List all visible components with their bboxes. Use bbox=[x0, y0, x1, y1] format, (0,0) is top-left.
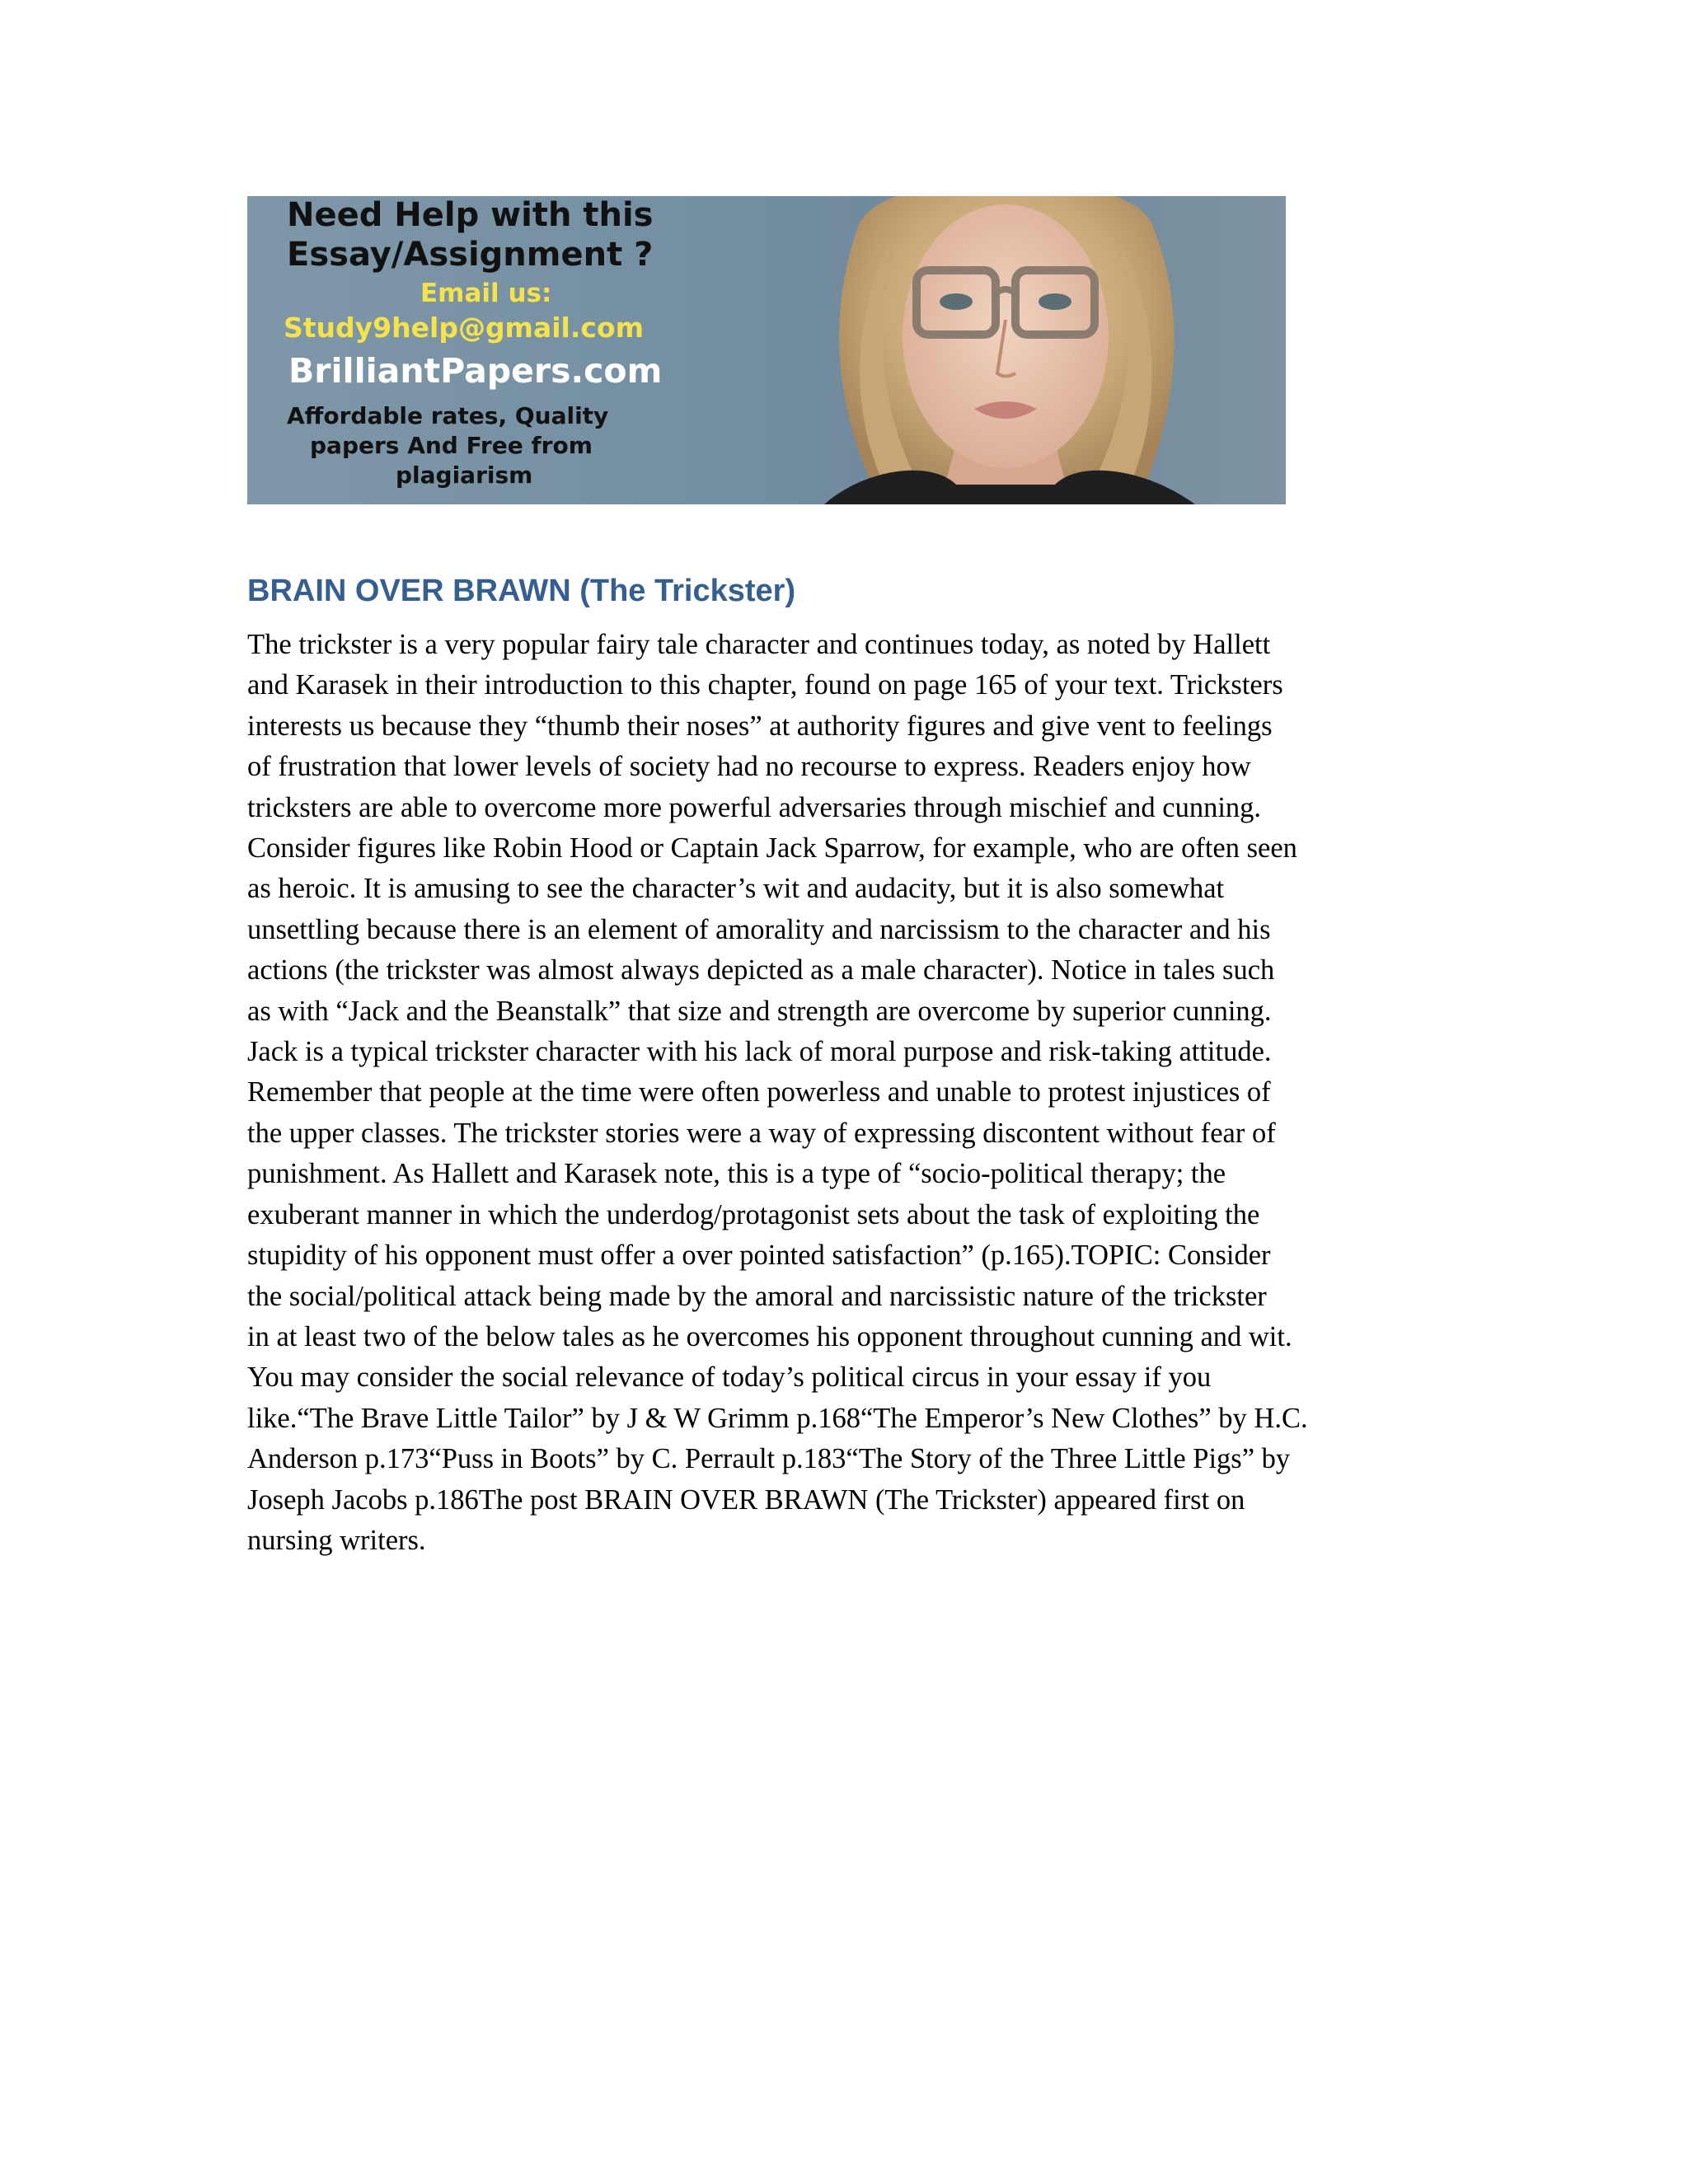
body-line: stupidity of his opponent must offer a over pointed satisfaction” (p.165).TOPIC: Consider bbox=[247, 1240, 1271, 1272]
body-line: actions (the trickster was almost always depicted as a male character). Notice in tales such bbox=[247, 954, 1275, 987]
banner-line-essay-assignment: Essay/Assignment ? bbox=[287, 236, 654, 274]
article-title: BRAIN OVER BRAWN (The Trickster) bbox=[247, 574, 796, 608]
body-line: the social/political attack being made by the amoral and narcissistic nature of the trickster bbox=[247, 1280, 1267, 1312]
banner-email-address: Study9help@gmail.com bbox=[284, 312, 644, 344]
advertisement-banner bbox=[247, 196, 1286, 504]
body-line: Joseph Jacobs p.186The post BRAIN OVER BRAWN (The Trickster) appeared first on bbox=[247, 1483, 1245, 1516]
body-line: and Karasek in their introduction to this chapter, found on page 165 of your text. Tricksters bbox=[247, 669, 1283, 701]
body-line: The trickster is a very popular fairy tale character and continues today, as noted by Hallett bbox=[247, 629, 1271, 660]
body-line: unsettling because there is an element of amorality and narcissism to the character and his bbox=[247, 913, 1271, 945]
banner-line-papers: papers And Free from bbox=[310, 432, 593, 459]
body-line: punishment. As Hallett and Karasek note, this is a type of “socio-political therapy; the bbox=[247, 1158, 1226, 1190]
portrait-illustration bbox=[750, 196, 1286, 504]
banner-line-plagiarism: plagiarism bbox=[396, 462, 533, 489]
body-line: as with “Jack and the Beanstalk” that size and strength are overcome by superior cunning. bbox=[247, 995, 1272, 1027]
banner-line-need-help: Need Help with this bbox=[287, 196, 654, 234]
body-line: nursing writers. bbox=[247, 1524, 426, 1556]
body-line: Anderson p.173“Puss in Boots” by C. Perrault p.183“The Story of the Three Little Pigs” by bbox=[247, 1443, 1291, 1475]
body-line: Remember that people at the time were often powerless and unable to protest injustices of bbox=[247, 1076, 1271, 1108]
body-line: exuberant manner in which the underdog/protagonist sets about the task of exploiting the bbox=[247, 1198, 1260, 1230]
banner-line-affordable: Affordable rates, Quality bbox=[287, 402, 609, 429]
banner-site-name: BrilliantPapers.com bbox=[288, 351, 663, 391]
body-line: Jack is a typical trickster character with his lack of moral purpose and risk-taking attitude. bbox=[247, 1036, 1272, 1068]
banner-line-email-us: Email us: bbox=[420, 279, 552, 308]
body-line: the upper classes. The trickster stories were a way of expressing discontent without fear of bbox=[247, 1117, 1276, 1149]
body-line: as heroic. It is amusing to see the character’s wit and audacity, but it is also somewhat bbox=[247, 873, 1225, 905]
body-line: of frustration that lower levels of society had no recourse to express. Readers enjoy how bbox=[247, 751, 1251, 783]
body-line: tricksters are able to overcome more powerful adversaries through mischief and cunning. bbox=[247, 791, 1262, 823]
article-body bbox=[247, 625, 1434, 1561]
body-line: Consider figures like Robin Hood or Captain Jack Sparrow, for example, who are often seen bbox=[247, 832, 1297, 865]
body-line: in at least two of the below tales as he overcomes his opponent throughout cunning and wit. bbox=[247, 1320, 1292, 1352]
body-line: interests us because they “thumb their noses” at authority figures and give vent to feelings bbox=[247, 710, 1273, 742]
body-line: You may consider the social relevance of today’s political circus in your essay if you bbox=[247, 1361, 1212, 1394]
body-line: like.“The Brave Little Tailor” by J & W Grimm p.168“The Emperor’s New Clothes” by H.C. bbox=[247, 1402, 1308, 1434]
